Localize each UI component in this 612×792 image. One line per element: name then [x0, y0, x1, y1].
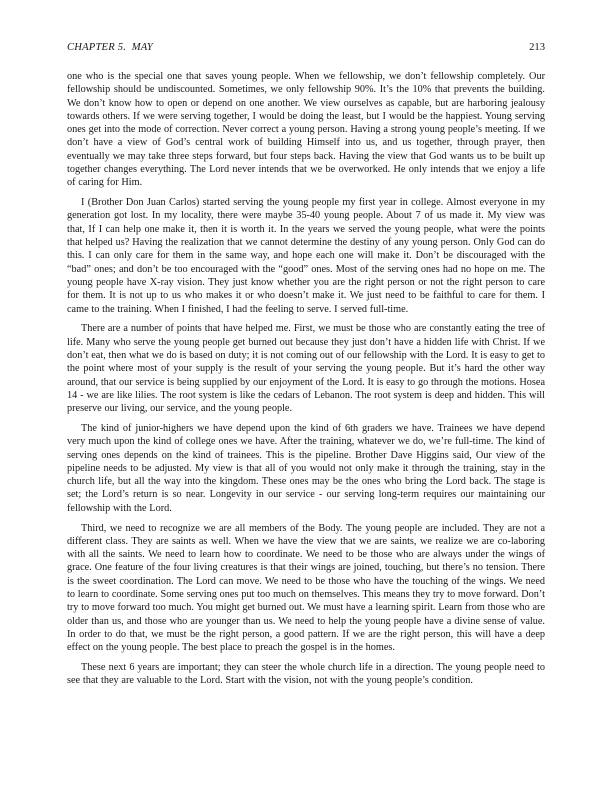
body-paragraph: Third, we need to recognize we are all members of the Body. The young people are included. They are not a different class. They are saints as well. When we have the view that we are saints, we realize we are co-laboring with all the saints. We need to learn how to coordinate. We need to be those who are always under the wings of grace. One feature of the four living creatures is that their wings are joined, touching, but there’s no tension. There is the sweet coordination. The Lord can move. We need to be those who have the touching of the wings. We need to learn to coordinate. Some serving ones put too much on themselves. This means they try to move forward. Don’t try to move forward too much. You might get burned out. We must have a learning spirit. Learn from those who are older than us, and those who are younger than us. We need to help the young people have a divine sense of value. In order to do that, we must be the right person, a good pattern. If we are the right person, this will have a deep effect on the young people. The best place to preach the gospel is in the homes. — [67, 522, 545, 654]
body-paragraph: The kind of junior-highers we have depend upon the kind of 6th graders we have. Trainees we have depend very much upon the kind of college ones we have. After the training, whatever we do, we’re full-time. The kind of serving ones depends on the kind of trainees. This is the pipeline. Brother Dave Higgins said, Our view of the pipeline needs to be adjusted. My view is that all of you would not only make it through the training, stay in the church life, but all the way into the kingdom. These ones may be the ones who bring the Lord back. The stage is set; the Lord’s return is so near. Longevity in our service - our serving long-term requires our maintaining our fellowship with the Lord. — [67, 422, 545, 514]
body-paragraph: one who is the special one that saves young people. When we fellowship, we don’t fellowship completely. Our fellowship should be undiscounted. Sometimes, we only fellowship 90%. It’s the 10% that prevents the building. We don’t know how to open or depend on one another. We view ourselves as capable, but are harboring jealousy towards others. If we were serving together, I would be doing the least, but I would be the happiest. Young serving ones get into the mode of correction. Never correct a young person. Having a strong young people’s meeting. If we don’t have a view of God’s central work of building Himself into us, and us together, through prayer, then eventually we may take three steps forward, but four steps back. Having the view that God wants us to be built up together changes everything. The Lord never intends that we be overworked. He only intends that we enjoy a life of caring for Him. — [67, 71, 545, 189]
document-body — [67, 70, 545, 688]
body-paragraph: There are a number of points that have helped me. First, we must be those who are constantly eating the tree of life. Many who serve the young people get burned out because they just don’t have a hidden life with Christ. If we don’t eat, then what we do is based on duty; it is not coming out of our fellowship with the Lord. It is easy to get to the point where most of your supply is the result of your serving the young people. But it’s hard the other way around, that our service is being supplied by our enjoyment of the Lord. It is easy to go through the motions. Hosea 14 - we are like lilies. The root system is like the cedars of Lebanon. The root system is deep and hidden. This will preserve our living, our service, and the young people. — [67, 323, 545, 415]
body-paragraph: I (Brother Don Juan Carlos) started serving the young people my first year in college. Almost everyone in my generation got lost. In my locality, there were maybe 35-40 young people. About 7 of us made it. My view was that, If I can help one make it, then it is worth it. In the years we served the young people, what were the points that helped us? Having the realization that we cannot determine the destiny of any young person. Only God can do this. I can only care for them in the same way, and hope each one will make it. Don’t be discouraged with the “bad” ones; and don’t be too encouraged with the “good” ones. Most of the serving ones had no hope on me. The young people have X-ray vision. They just know whether you are the right person or not the right person to care for them. It is not up to us who makes it or who doesn’t make it. We just need to be faithful to care for them. I came to the training. When I finished, I had the feeling to serve. I served full-time. — [67, 197, 545, 315]
chapter-heading: CHAPTER 5. MAY — [67, 42, 153, 53]
running-header — [67, 42, 545, 53]
body-paragraph: These next 6 years are important; they can steer the whole church life in a direction. The young people need to see that they are valuable to the Lord. Start with the vision, not with the young people’s condition. — [67, 661, 545, 687]
page-number: 213 — [529, 42, 545, 53]
